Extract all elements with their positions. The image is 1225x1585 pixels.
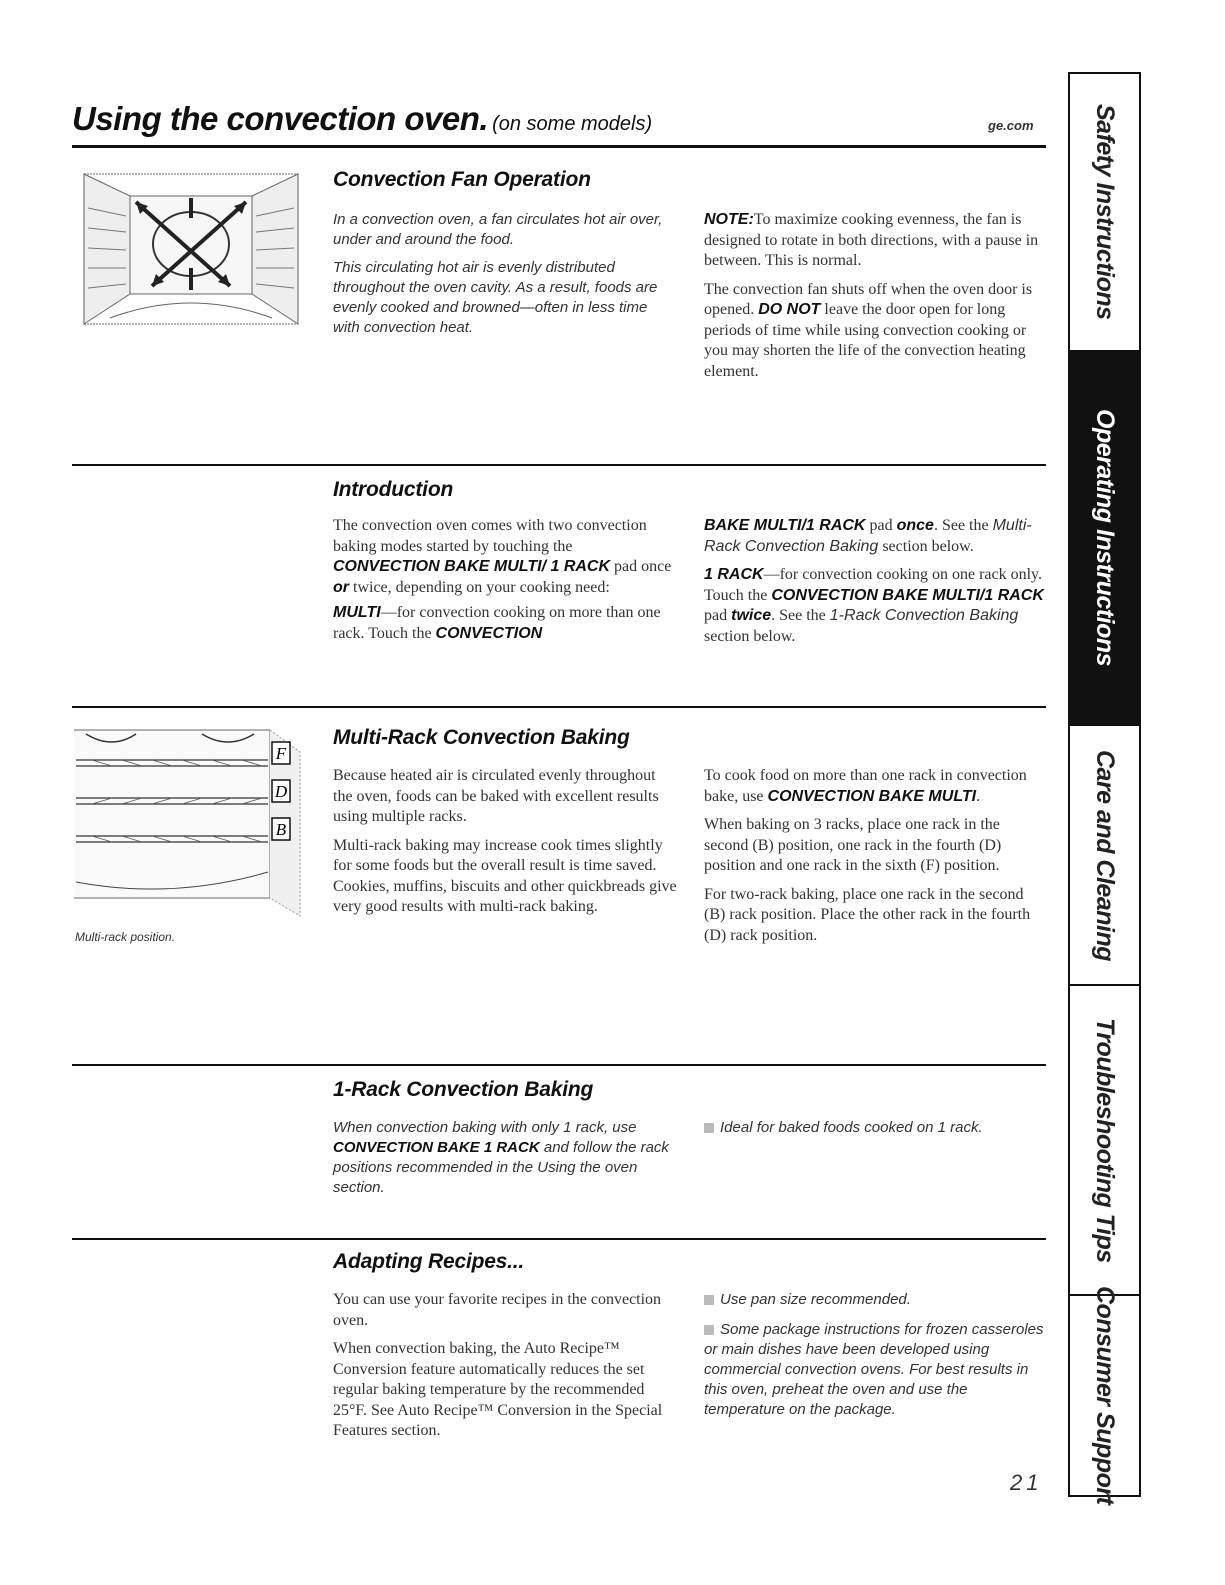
one-rack-left-column [333,1118,678,1203]
page-subtitle: (on some models) [492,113,653,135]
adapt-bullet-2: Some package instructions for frozen casseroles or main dishes have been developed using commercial convection ovens. For best results in this oven, preheat the oven and use the temperature on the package. [704,1321,1044,1418]
intro-paragraph-3: BAKE MULTI/1 RACK pad once. See the Multi-Rack Convection Baking section below. [704,517,1032,555]
tab-consumer-support[interactable]: Consumer Support [1091,1286,1119,1505]
adapt-section-title: Adapting Recipes... [333,1250,525,1273]
fan-paragraph-1: In a convection oven, a fan circulates hot air over, under and around the food. [333,211,663,248]
divider-4 [72,1238,1046,1240]
intro-right-column [704,516,1044,652]
multi-paragraph-3: To cook food on more than one rack in convection bake, use CONVECTION BAKE MULTI. [704,767,1027,805]
fan-left-column [333,210,678,343]
bullet-icon [704,1325,714,1335]
page-number: 21 [1010,1470,1043,1495]
one-rack-right-column [704,1118,1044,1143]
fan-section-title: Convection Fan Operation [333,168,591,191]
intro-left-column [333,516,678,649]
tab-operating-instructions[interactable]: Operating Instructions [1070,352,1139,726]
adapt-bullet-1: Use pan size recommended. [704,1290,1044,1310]
convection-fan-illustration [80,168,302,328]
bullet-icon [704,1295,714,1305]
one-rack-section-title: 1-Rack Convection Baking [333,1078,594,1101]
page-title: Using the convection oven. (on some models) [72,100,653,137]
adapt-right-column [704,1290,1044,1425]
multi-rack-section-title: Multi-Rack Convection Baking [333,726,630,749]
fan-note: NOTE:To maximize cooking evenness, the fan is designed to rotate in both directions, with a pause in between. This is normal. [704,211,1039,269]
multi-right-column [704,766,1044,951]
multi-paragraph-2: Multi-rack baking may increase cook times slightly for some foods but the overall result is time saved. Cookies, muffins, biscuits and other quickbreads give very good results with multi-rack baking. [333,836,677,915]
multi-paragraph-4: When baking on 3 racks, place one rack in the second (B) position, one rack in the fourth (D) position and one rack in the sixth (F) position. [704,816,1002,874]
tab-care-and-cleaning[interactable]: Care and Cleaning [1070,726,1139,986]
fan-paragraph-3: The convection fan shuts off when the oven door is opened. DO NOT leave the door open for long periods of time while using convection cooking or you may shorten the life of the convection heating element. [704,280,1033,380]
rack-label-f: F [275,744,287,763]
divider-1 [72,464,1046,466]
adapt-left-column [333,1290,678,1447]
rack-label-b: B [275,820,287,839]
divider-3 [72,1064,1046,1066]
multi-rack-illustration [72,722,302,920]
multi-left-column [333,766,678,923]
multi-rack-caption: Multi-rack position. [75,930,176,944]
divider-2 [72,706,1046,708]
intro-paragraph-4: 1 RACK—for convection cooking on one rack only. Touch the CONVECTION BAKE MULTI/1 RACK pad twice. See the 1-Rack Convection Baking section below. [704,566,1044,645]
one-rack-paragraph: When convection baking with only 1 rack, use CONVECTION BAKE 1 RACK and follow the rack positions recommended in the Using the oven section. [333,1119,669,1196]
tab-safety-instructions[interactable]: Safety Instructions [1070,74,1139,352]
bullet-icon [704,1123,714,1133]
rack-label-d: D [274,782,288,801]
multi-paragraph-1: Because heated air is circulated evenly throughout the oven, foods can be baked with excellent results using multiple racks. [333,767,659,825]
intro-paragraph-2: MULTI—for convection cooking on more than one rack. Touch the CONVECTION [333,604,661,642]
fan-right-column [704,210,1044,387]
site-url: ge.com [988,118,1034,133]
tab-troubleshooting-tips[interactable]: Troubleshooting Tips [1070,986,1139,1296]
adapt-paragraph-1: You can use your favorite recipes in the convection oven. [333,1291,662,1329]
intro-paragraph-1: The convection oven comes with two convection baking modes started by touching the CONVECTION BAKE MULTI/ 1 RACK pad once or twice, depending on your cooking need: [333,517,672,596]
header-rule [72,145,1046,148]
multi-paragraph-5: For two-rack baking, place one rack in the second (B) rack position. Place the other rack in the fourth (D) rack position. [704,885,1031,944]
adapt-paragraph-2: When convection baking, the Auto Recipe™ Conversion feature automatically reduces the set regular baking temperature by the recommended 25°F. See Auto Recipe™ Conversion in the Special Features section. [333,1340,663,1439]
intro-section-title: Introduction [333,478,454,501]
section-tabs [1068,72,1141,1505]
fan-paragraph-2: This circulating hot air is evenly distributed throughout the oven cavity. As a result, foods are evenly cooked and browned—often in less time with convection heat. [333,259,658,336]
one-rack-bullet: Ideal for baked foods cooked on 1 rack. [704,1118,1044,1138]
